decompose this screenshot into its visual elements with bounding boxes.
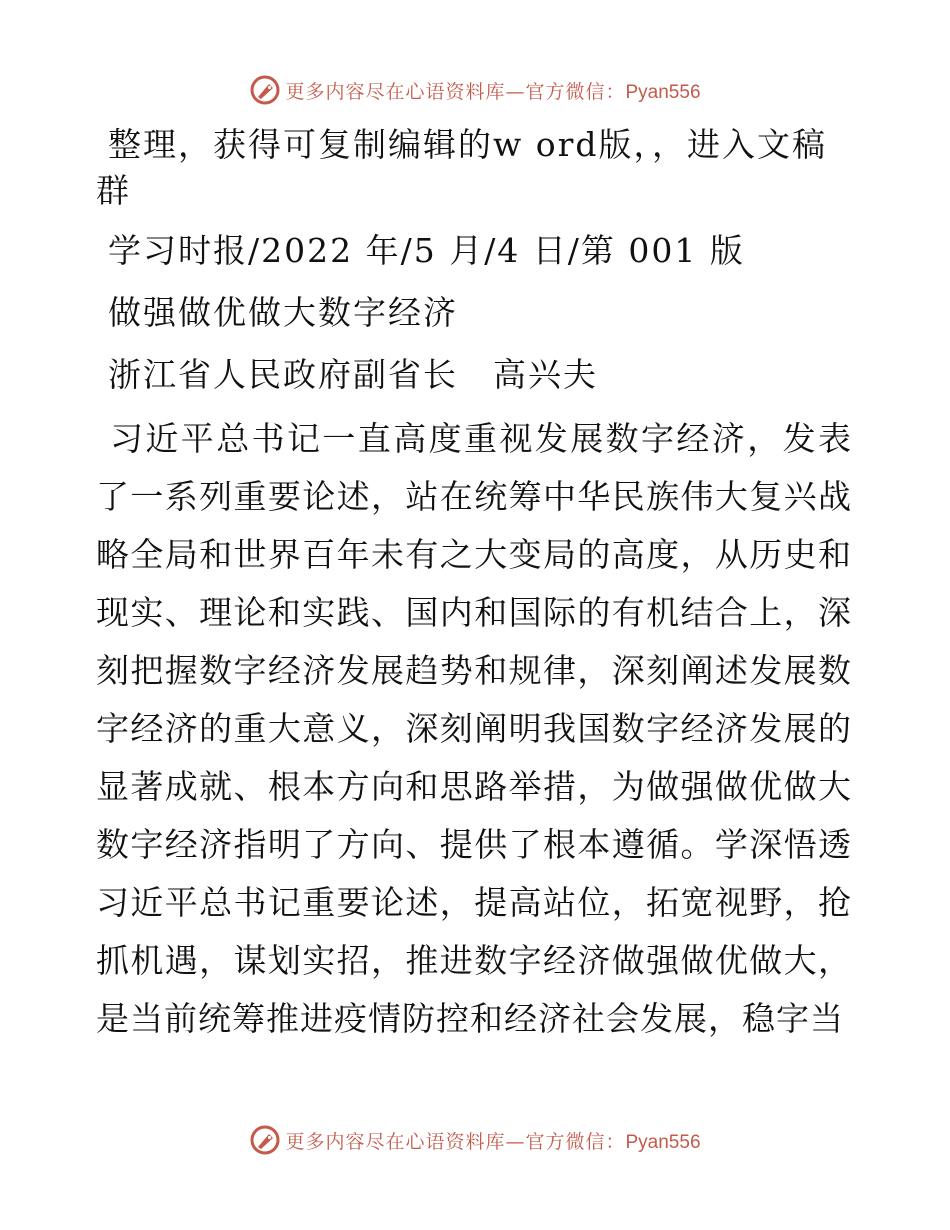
watermark-text: 更多内容尽在心语资料库—官方微信：Pyan556 xyxy=(285,80,701,103)
footer-watermark-banner xyxy=(0,1118,950,1162)
article-title: 做强做优做大数字经济 xyxy=(108,293,458,332)
wechat-account: Pyan556 xyxy=(625,1131,701,1153)
article-paragraph-text: 习近平总书记一直高度重视发展数字经济，发表了一系列重要论述，站在统筹中华民族伟大复兴战略全局和世界百年未有之大变局的高度，从历史和现实、理论和实践、国内和国际的有机结合上，深刻把握数字经济发展趋势和规律，深刻阐述发展数字经济的重大意义，深刻阐明我国数字经济发展的显著成就、根本方向和思路举措，为做强做优做大数字经济指明了方向、提供了根本遵循。学深悟透习近平总书记重要论述，提高站位，拓宽视野，抢抓机遇，谋划实招，推进数字经济做强做优做大，是当前统筹推进疫情防控和经济社会发展，稳字当 xyxy=(96,419,852,1038)
pen-nib-logo-icon xyxy=(249,1124,281,1156)
header-watermark-banner xyxy=(0,68,950,112)
wechat-account: Pyan556 xyxy=(625,81,701,103)
intro-line-2: 群 xyxy=(96,171,131,210)
source-line: 学习时报/2022 年/5 月/4 日/第 001 版 xyxy=(108,231,745,270)
pen-nib-logo-icon xyxy=(249,74,281,106)
author-line: 浙江省人民政府副省长 高兴夫 xyxy=(108,355,598,394)
watermark-text: 更多内容尽在心语资料库—官方微信：Pyan556 xyxy=(285,1130,701,1153)
intro-line-1: 整理，获得可复制编辑的w ord版，，进入文稿 xyxy=(108,125,828,164)
article-paragraph xyxy=(96,410,852,1048)
document-body xyxy=(96,122,856,1048)
